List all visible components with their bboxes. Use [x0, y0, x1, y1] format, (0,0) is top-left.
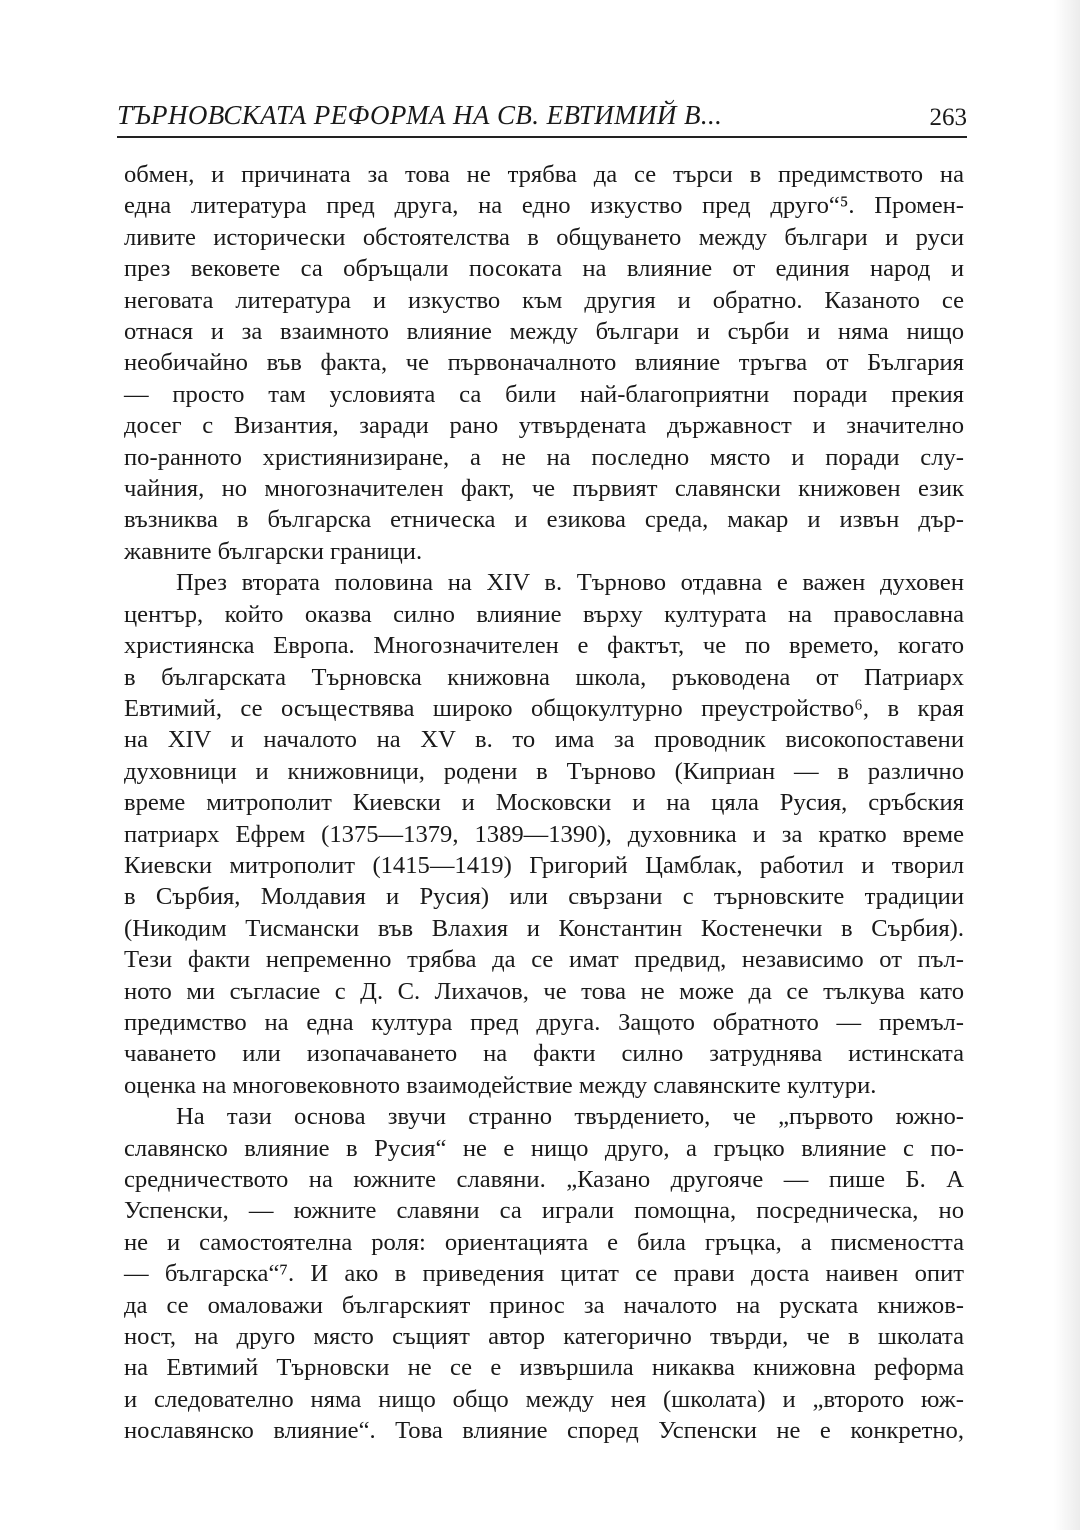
text-line: нославянско влияние“. Това влияние според Успенски не е конкретно, — [124, 1417, 964, 1445]
running-head — [117, 100, 967, 140]
running-title: ТЪРНОВСКАТА РЕФОРМА НА СВ. ЕВТИМИЙ В... — [117, 100, 723, 130]
page-edge-shadow — [1054, 0, 1080, 1530]
text-line: жавните български граници. — [124, 537, 423, 565]
text-line: да се омаловажи българският принос за началото на руската книжов- — [124, 1291, 964, 1319]
text-line: Киевски митрополит (1415—1419) Григорий Цамблак, работил и творил — [124, 851, 964, 879]
text-line: християнска Европа. Многозначителен е фактът, че по времето, когато — [124, 632, 964, 660]
text-line: патриарх Ефрем (1375—1379, 1389—1390), духовника и за кратко време — [124, 820, 964, 848]
text-line: ливите исторически обстоятелства в общуването между българи и руси — [124, 223, 964, 251]
text-line: Тези факти непременно трябва да се имат предвид, независимо от пъл- — [124, 946, 964, 974]
text-line: средничеството на южните славяни. „Казано другояче — пише Б. А — [124, 1166, 964, 1193]
text-line: През втората половина на XIV в. Търново отдавна е важен духовен — [176, 569, 964, 597]
text-line: Успенски, — южните славяни са играли помощна, посредническа, но — [124, 1197, 964, 1225]
text-line: в Сърбия, Молдавия и Русия) или свързани с търновските традиции — [124, 883, 964, 911]
paragraph-2 — [124, 567, 964, 1101]
text-line: необичайно във факта, че първоначалното влияние тръгва от България — [124, 349, 964, 377]
text-line: чайния, но многозначителен факт, че първият славянски книжовен език — [124, 475, 964, 503]
text-line: Евтимий, се осъществява широко общокултурно преустройство⁶, в края — [124, 694, 964, 722]
text-line: отнася и за взаимното влияние между българи и сърби и няма нищо — [124, 318, 964, 346]
text-line: време митрополит Киевски и Московски и на цяла Русия, сръбския — [124, 789, 964, 817]
text-line: славянско влияние в Русия“ не е нищо друго, а гръцко влияние с по- — [124, 1134, 964, 1162]
text-line: през вековете са обръщали посоката на влияние от единия народ и — [124, 255, 964, 283]
paragraph-3 — [124, 1101, 964, 1446]
text-line: духовници и книжовници, родени в Търново (Киприан — в различно — [124, 757, 964, 785]
text-line: и следователно няма нищо общо между нея (школата) и „второто юж- — [124, 1385, 964, 1413]
page-number: 263 — [929, 104, 967, 131]
text-line: чаването или изопачаването на факти силно затруднява истинската — [124, 1040, 964, 1068]
text-line: досег с Византия, заради рано утвърдената държавност и значително — [124, 412, 964, 440]
text-line: обмен, и причината за това не трябва да се търси в предимството на — [124, 161, 964, 188]
text-line: — просто там условията са били най-благоприятни поради прекия — [124, 380, 964, 408]
text-line: на XIV и началото на XV в. то има за проводник високопоставени — [124, 726, 964, 754]
text-line: На тази основа звучи странно твърдението, че „първото южно- — [176, 1103, 964, 1131]
text-line: — българска“⁷. И ако в приведения цитат се прави доста наивен опит — [124, 1260, 964, 1288]
paragraph-1 — [124, 159, 964, 567]
text-line: ното ми съгласие с Д. С. Лихачов, че това не може да се тълкува като — [124, 977, 964, 1005]
body-text — [124, 159, 964, 1447]
text-line: в българската Търновска книжовна школа, ръководена от Патриарх — [124, 663, 964, 691]
text-line: не и самостоятелна роля: ориентацията е била гръцка, а писмеността — [124, 1228, 964, 1256]
text-line: неговата литература и изкуство към другия и обратно. Казаното се — [124, 286, 964, 314]
header-rule — [117, 136, 967, 138]
text-line: (Никодим Тисмански във Влахия и Константин Костенечки в Сърбия). — [124, 914, 964, 942]
text-line: предимство на една култура пред друга. Защото обратното — премъл- — [124, 1008, 964, 1036]
text-line: на Евтимий Търновски не се е извършила никаква книжовна реформа — [124, 1354, 964, 1382]
text-line: по-ранното християнизиране, а не на последно място и поради слу- — [124, 443, 964, 471]
text-line: ност, на друго място същият автор категорично твърди, че в школата — [124, 1323, 964, 1351]
text-line: център, който оказва силно влияние върху културата на православна — [124, 600, 964, 628]
text-line: възниква в българска етническа и езикова среда, макар и извън дър- — [124, 506, 964, 534]
text-line: една литература пред друга, на едно изкуство пред друго“⁵. Промен- — [124, 192, 964, 220]
text-line: оценка на многовековното взаимодействие между славянските култури. — [124, 1071, 877, 1099]
